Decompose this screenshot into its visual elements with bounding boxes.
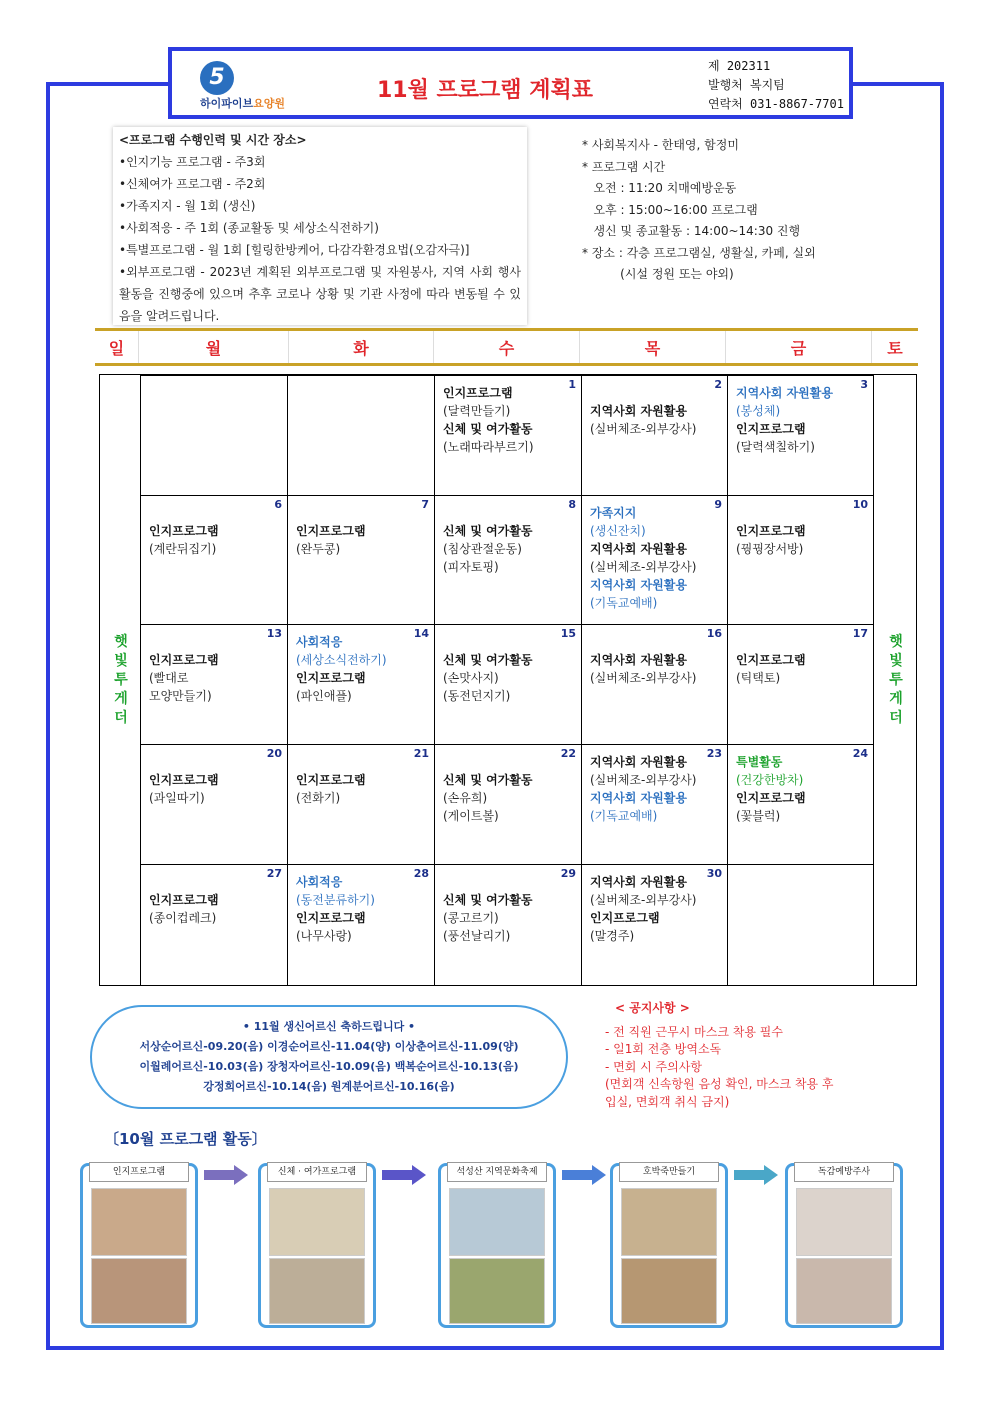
info-line: •신체여가 프로그램 - 주2회 <box>119 177 266 191</box>
day-activities <box>590 873 723 945</box>
calendar-day-cell <box>434 495 582 625</box>
activity-line: (실버체조-외부강사) <box>590 671 697 685</box>
activity-line: (꽃블럭) <box>736 809 781 823</box>
day-activities <box>443 753 577 825</box>
calendar-grid <box>99 374 917 986</box>
day-number: 13 <box>266 627 282 640</box>
info-line: * 장소 : 각층 프로그램실, 생활실, 카페, 실외 <box>582 245 816 260</box>
activity-line: 인지프로그램 <box>736 653 806 667</box>
activity-line: (빨대로 <box>149 671 189 685</box>
day-activities <box>296 753 430 807</box>
activity-line <box>443 873 577 891</box>
side-label-char: 더 <box>889 709 903 726</box>
activity-line: 사회적응 <box>296 875 343 889</box>
weekday-6: 토 <box>887 338 903 358</box>
activity-line: 신체 및 여가활동 <box>443 893 533 907</box>
calendar-day-cell <box>287 744 435 865</box>
day-activities <box>149 873 283 927</box>
activity-line: 신체 및 여가활동 <box>443 524 533 538</box>
activity-line <box>443 504 577 522</box>
side-label-char: 투 <box>889 671 903 688</box>
day-number: 20 <box>266 747 282 760</box>
photo-image <box>449 1258 545 1324</box>
day-activities <box>296 504 430 558</box>
calendar-day-cell <box>434 864 582 986</box>
weekday-4: 목 <box>580 331 726 363</box>
side-label-char: 게 <box>889 690 903 707</box>
photo-label: 신체 · 여가프로그램 <box>267 1162 367 1182</box>
side-label-char: 빛 <box>889 652 903 669</box>
activity-line <box>736 504 869 522</box>
activity-line: (콩고르기) <box>443 911 499 925</box>
info-heading: <프로그램 수행인력 및 시간 장소> <box>119 133 307 147</box>
activity-line: (완두콩) <box>296 542 341 556</box>
activity-line <box>590 633 723 651</box>
activity-line: 인지프로그램 <box>149 653 219 667</box>
page-title: 11월 프로그램 계획표 <box>377 78 593 103</box>
activity-line: 가족지지 <box>590 506 637 520</box>
weekday-2: 화 <box>289 331 434 363</box>
side-label-char: 투 <box>114 671 128 688</box>
day-activities <box>590 633 723 687</box>
photo-image <box>621 1188 717 1256</box>
day-number: 14 <box>413 627 429 640</box>
info-line: •인지기능 프로그램 - 주3회 <box>119 155 266 169</box>
activity-line: (말경주) <box>590 929 635 943</box>
activity-line: (계란뒤집기) <box>149 542 217 556</box>
activity-line: (기독교예배) <box>590 809 658 823</box>
activity-line: 인지프로그램 <box>736 524 806 538</box>
activity-line: 지역사회 자원활용 <box>590 404 687 418</box>
day-number: 22 <box>560 747 576 760</box>
day-activities <box>443 633 577 705</box>
activity-line: (나무사랑) <box>296 929 352 943</box>
activity-line: (세상소식전하기) <box>296 653 387 667</box>
photo-label: 호박죽만들기 <box>619 1162 719 1182</box>
photo-image <box>621 1258 717 1324</box>
calendar-day-cell <box>434 744 582 865</box>
photo-label: 석성산 지역문화축제 <box>447 1162 547 1182</box>
activity-line: (틱택토) <box>736 671 781 685</box>
activity-line: (생신잔치) <box>590 524 646 538</box>
photo-image <box>91 1188 187 1256</box>
activity-line: 신체 및 여가활동 <box>443 653 533 667</box>
photo-card <box>80 1163 198 1328</box>
photo-card <box>438 1163 556 1328</box>
activity-line: 신체 및 여가활동 <box>443 422 533 436</box>
activity-line: 신체 및 여가활동 <box>443 773 533 787</box>
activity-line <box>296 753 430 771</box>
day-number: 16 <box>706 627 722 640</box>
activity-line: 지역사회 자원활용 <box>590 755 687 769</box>
day-number: 2 <box>714 378 722 391</box>
day-number: 3 <box>860 378 868 391</box>
side-label-char: 더 <box>114 709 128 726</box>
activity-line: 인지프로그램 <box>590 911 660 925</box>
october-title: 〔10월 프로그램 활동〕 <box>104 1130 267 1148</box>
weekday-1: 월 <box>139 331 289 363</box>
day-number: 30 <box>706 867 722 880</box>
activity-line: 인지프로그램 <box>296 911 366 925</box>
calendar-cell-empty <box>727 864 874 986</box>
activity-line: (파인애플) <box>296 689 352 703</box>
calendar-day-cell <box>434 375 582 496</box>
activity-line: 인지프로그램 <box>296 671 366 685</box>
day-activities <box>736 384 869 456</box>
activity-line: 인지프로그램 <box>736 791 806 805</box>
photo-image <box>91 1258 187 1324</box>
info-line: •가족지지 - 월 1회 (생신) <box>119 199 256 213</box>
day-activities <box>443 504 577 576</box>
logo-sub: 요양원 <box>253 97 286 110</box>
activity-line: (피자토핑) <box>443 560 499 574</box>
calendar-day-cell <box>287 495 435 625</box>
birthday-row: 강정희어르신-10.14(음) 원계분어르신-10.16(음) <box>203 1080 455 1093</box>
day-activities <box>149 504 283 558</box>
notice-item: (면회객 신속항원 음성 확인, 마스크 착용 후 <box>605 1077 834 1091</box>
activity-line: (손맛사지) <box>443 671 499 685</box>
activity-line: (노래따라부르기) <box>443 440 534 454</box>
day-number: 17 <box>852 627 868 640</box>
calendar-cell-empty <box>287 375 435 496</box>
arrow-right-icon <box>204 1165 248 1185</box>
activity-line: 지역사회 자원활용 <box>590 653 687 667</box>
arrow-right-icon <box>562 1165 606 1185</box>
day-activities <box>296 873 430 945</box>
activity-line: 지역사회 자원활용 <box>736 386 833 400</box>
notice-item: - 면회 시 주의사항 <box>605 1059 702 1074</box>
activity-line: 모양만들기) <box>149 689 212 703</box>
activity-line: (침상관절운동) <box>443 542 522 556</box>
day-number: 28 <box>413 867 429 880</box>
activity-line: (전화기) <box>296 791 341 805</box>
calendar-day-cell <box>287 864 435 986</box>
activity-line: 특별활동 <box>736 755 783 769</box>
notice-item: - 일1회 전층 방역소독 <box>605 1042 722 1056</box>
day-activities <box>590 504 723 612</box>
photo-label: 독감예방주사 <box>794 1162 894 1182</box>
activity-line: (게이트볼) <box>443 809 499 823</box>
weekday-header <box>95 328 918 366</box>
activity-line: (실버체조-외부강사) <box>590 560 697 574</box>
publication-info <box>708 57 844 114</box>
day-number: 10 <box>852 498 868 511</box>
activity-line <box>149 873 283 891</box>
activity-line: (달력색칠하기) <box>736 440 815 454</box>
birthday-title: • 11월 생신어르신 축하드립니다 • <box>242 1020 416 1033</box>
publisher: 발행처 복지팀 <box>708 78 785 92</box>
contact: 연락처 031-8867-7701 <box>708 97 844 111</box>
day-activities <box>443 873 577 945</box>
calendar-day-cell <box>581 375 728 496</box>
calendar-day-cell <box>140 744 288 865</box>
activity-line: (동전던지기) <box>443 689 511 703</box>
weekday-0: 일 <box>95 331 139 363</box>
day-number: 6 <box>274 498 282 511</box>
activity-line: (꿩꿩장서방) <box>736 542 804 556</box>
activity-line: 인지프로그램 <box>149 893 219 907</box>
logo-brand: 하이파이브 <box>200 97 254 110</box>
activity-line: 지역사회 자원활용 <box>590 542 687 556</box>
info-line: 오후 : 15:00~16:00 프로그램 <box>582 202 758 217</box>
day-number: 23 <box>706 747 722 760</box>
day-activities <box>296 633 430 705</box>
activity-line <box>149 633 283 651</box>
side-label-char: 빛 <box>114 652 128 669</box>
photo-image <box>449 1188 545 1256</box>
info-line: * 사회복지사 - 한태영, 함정미 <box>582 138 739 152</box>
side-label-char: 햇 <box>889 633 903 650</box>
calendar-day-cell <box>140 864 288 986</box>
logo <box>194 61 304 109</box>
info-line: (시설 정원 또는 야외) <box>582 267 734 281</box>
day-number: 7 <box>421 498 429 511</box>
issue-number: 제 202311 <box>708 59 771 73</box>
activity-line: 사회적응 <box>296 635 343 649</box>
activity-line: (실버체조-외부강사) <box>590 422 697 436</box>
info-line: 생신 및 종교활동 : 14:00~14:30 진행 <box>582 224 801 238</box>
side-label-left <box>100 375 142 985</box>
day-activities <box>736 504 869 558</box>
activity-line: 지역사회 자원활용 <box>590 875 687 889</box>
calendar-day-cell <box>287 624 435 745</box>
day-activities <box>736 633 869 687</box>
photo-image <box>796 1258 892 1324</box>
info-line: * 프로그램 시간 <box>582 159 666 174</box>
calendar-day-cell <box>727 744 874 865</box>
day-number: 24 <box>852 747 868 760</box>
side-label-char: 햇 <box>114 633 128 650</box>
day-activities <box>443 384 577 456</box>
birthday-box <box>90 1005 568 1109</box>
day-number: 1 <box>568 378 576 391</box>
calendar-day-cell <box>434 624 582 745</box>
weekday-3: 수 <box>434 331 580 363</box>
side-label-char: 게 <box>114 690 128 707</box>
activity-line: (종이컵레크) <box>149 911 217 925</box>
header-box <box>168 47 853 119</box>
activity-line: 지역사회 자원활용 <box>590 578 687 592</box>
activity-line <box>149 753 283 771</box>
notice-item: - 전 직원 근무시 마스크 착용 필수 <box>605 1024 783 1039</box>
activity-line: (기독교예배) <box>590 596 658 610</box>
activity-line: 인지프로그램 <box>149 524 219 538</box>
activity-line: 인지프로그램 <box>296 524 366 538</box>
activity-line: (건강한방차) <box>736 773 804 787</box>
calendar-day-cell <box>581 744 728 865</box>
calendar-cell-empty <box>140 375 288 496</box>
day-number: 21 <box>413 747 429 760</box>
birthday-row: 이월례어르신-10.03(음) 장청자어르신-10.09(음) 백복순어르신-10.13(음) <box>139 1060 519 1073</box>
info-line: •외부프로그램 - 2023년 계획된 외부프로그램 및 자원봉사, 지역 사회 행사 활동을 진행중에 있으며 추후 코로나 상황 및 기관 사정에 따라 변동될 수 있음을 알려드립니다. <box>119 265 521 323</box>
program-info-box <box>113 127 527 325</box>
photo-label: 인지프로그램 <box>89 1162 189 1182</box>
activity-line: (달력만들기) <box>443 404 511 418</box>
photo-image <box>796 1188 892 1256</box>
logo-number: 5 <box>200 61 234 95</box>
day-number: 27 <box>266 867 282 880</box>
photo-image <box>269 1188 365 1256</box>
calendar-day-cell <box>727 375 874 496</box>
info-line: 오전 : 11:20 치매예방운동 <box>582 181 737 195</box>
calendar-day-cell <box>727 624 874 745</box>
program-time-info <box>582 135 816 286</box>
activity-line <box>296 504 430 522</box>
photo-card <box>258 1163 376 1328</box>
activity-line <box>149 504 283 522</box>
info-line: •사회적응 - 주 1회 (종교활동 및 세상소식전하기) <box>119 221 379 235</box>
notice-title: < 공지사항 > <box>615 1001 690 1015</box>
activity-line: (봉성체) <box>736 404 781 418</box>
activity-line: 인지프로그램 <box>736 422 806 436</box>
activity-line: 인지프로그램 <box>296 773 366 787</box>
arrow-right-icon <box>734 1165 778 1185</box>
weekday-5: 금 <box>726 331 872 363</box>
day-number: 29 <box>560 867 576 880</box>
activity-line: (실버체조-외부강사) <box>590 773 697 787</box>
day-activities <box>736 753 869 825</box>
notice-box <box>605 1000 917 1111</box>
calendar-day-cell <box>581 624 728 745</box>
activity-line: (풍선날리기) <box>443 929 511 943</box>
activity-line <box>736 633 869 651</box>
activity-line: (실버체조-외부강사) <box>590 893 697 907</box>
activity-line <box>590 384 723 402</box>
day-number: 9 <box>714 498 722 511</box>
calendar-day-cell <box>581 495 728 625</box>
calendar-day-cell <box>581 864 728 986</box>
photo-card <box>610 1163 728 1328</box>
day-number: 15 <box>560 627 576 640</box>
calendar-day-cell <box>140 495 288 625</box>
activity-line <box>443 633 577 651</box>
day-activities <box>149 633 283 705</box>
activity-line: 지역사회 자원활용 <box>590 791 687 805</box>
side-label-right <box>875 375 917 985</box>
day-activities <box>590 753 723 825</box>
activity-line: 인지프로그램 <box>149 773 219 787</box>
calendar-day-cell <box>140 624 288 745</box>
photo-image <box>269 1258 365 1324</box>
birthday-row: 서상순어르신-09.20(음) 이경순어르신-11.04(양) 이상춘어르신-11.09(양) <box>139 1040 519 1053</box>
day-number: 8 <box>568 498 576 511</box>
day-activities <box>590 384 723 438</box>
info-line: •특별프로그램 - 월 1회 [힐링한방케어, 다감각환경요법(오감자극)] <box>119 243 470 257</box>
calendar-day-cell <box>727 495 874 625</box>
activity-line <box>443 753 577 771</box>
day-activities <box>149 753 283 807</box>
activity-line: (동전분류하기) <box>296 893 375 907</box>
notice-item: 입실, 면회객 취식 금지) <box>605 1094 730 1109</box>
activity-line: 인지프로그램 <box>443 386 513 400</box>
arrow-right-icon <box>382 1165 426 1185</box>
activity-line: (과일따기) <box>149 791 205 805</box>
activity-line: (손유희) <box>443 791 488 805</box>
photo-card <box>785 1163 903 1328</box>
